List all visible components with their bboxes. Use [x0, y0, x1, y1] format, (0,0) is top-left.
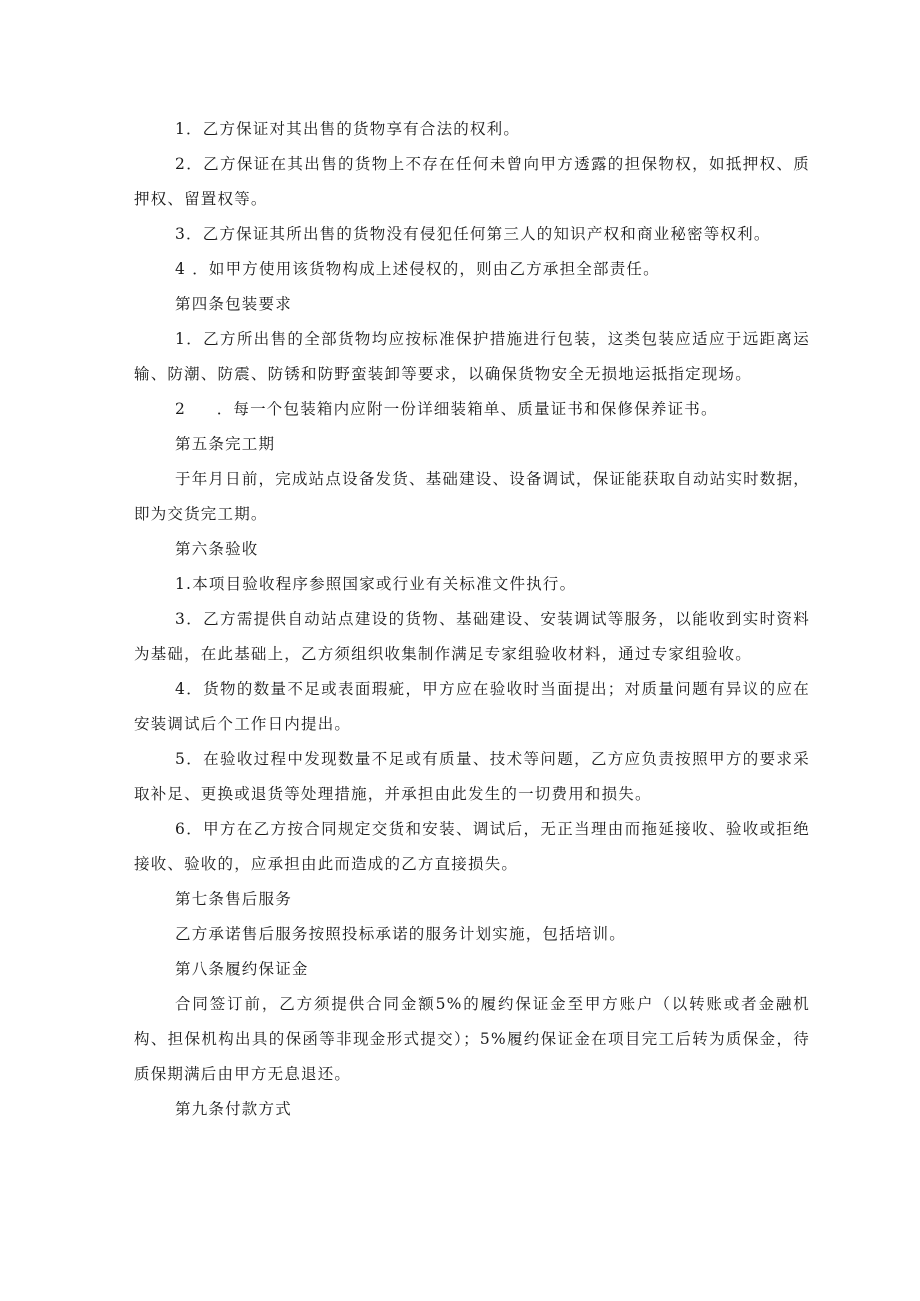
section-heading: 第四条包装要求	[175, 295, 292, 313]
section-heading: 第七条售后服务	[175, 890, 292, 908]
clause-paragraph: 2．乙方保证在其出售的货物上不存在任何未曾向甲方透露的担保物权，如抵押权、质押权、留置权等。	[134, 155, 810, 208]
clause-paragraph: 乙方承诺售后服务按照投标承诺的服务计划实施，包括培训。	[175, 925, 626, 943]
clause-paragraph: 1．乙方保证对其出售的货物享有合法的权利。	[175, 120, 521, 138]
clause-paragraph: 4 ．如甲方使用该货物构成上述侵权的，则由乙方承担全部责任。	[175, 260, 660, 278]
clause-paragraph: 合同签订前，乙方须提供合同金额5%的履约保证金至甲方账户（以转账或者金融机构、担保机构出具的保函等非现金形式提交）；5%履约保证金在项目完工后转为质保金，待质保期满后由甲方无息退还。	[134, 995, 810, 1083]
clause-paragraph: 6．甲方在乙方按合同规定交货和安装、调试后，无正当理由而拖延接收、验收或拒绝接收、验收的，应承担由此而造成的乙方直接损失。	[134, 820, 810, 873]
clause-paragraph: 3．乙方需提供自动站点建设的货物、基础建设、安装调试等服务，以能收到实时资料为基础，在此基础上，乙方须组织收集制作满足专家组验收材料，通过专家组验收。	[134, 610, 810, 663]
document-body	[134, 112, 810, 1127]
section-heading: 第六条验收	[175, 540, 259, 558]
clause-paragraph: 4．货物的数量不足或表面瑕疵，甲方应在验收时当面提出；对质量问题有异议的应在安装调试后个工作日内提出。	[134, 680, 810, 733]
clause-paragraph: 于年月日前，完成站点设备发货、基础建设、设备调试，保证能获取自动站实时数据，即为交货完工期。	[134, 470, 810, 523]
section-heading: 第九条付款方式	[175, 1100, 292, 1118]
section-heading: 第五条完工期	[175, 435, 276, 453]
section-heading: 第八条履约保证金	[175, 960, 309, 978]
clause-paragraph: 1．乙方所出售的全部货物均应按标准保护措施进行包装，这类包装应适应于远距离运输、防潮、防震、防锈和防野蛮装卸等要求，以确保货物安全无损地运抵指定现场。	[134, 330, 810, 383]
clause-paragraph: 1.本项目验收程序参照国家或行业有关标准文件执行。	[175, 575, 577, 593]
clause-paragraph: 2 ．每一个包装箱内应附一份详细装箱单、质量证书和保修保养证书。	[175, 400, 718, 418]
clause-paragraph: 5．在验收过程中发现数量不足或有质量、技术等问题，乙方应负责按照甲方的要求采取补足、更换或退货等处理措施，并承担由此发生的一切费用和损失。	[134, 750, 810, 803]
clause-paragraph: 3．乙方保证其所出售的货物没有侵犯任何第三人的知识产权和商业秘密等权利。	[175, 225, 771, 243]
